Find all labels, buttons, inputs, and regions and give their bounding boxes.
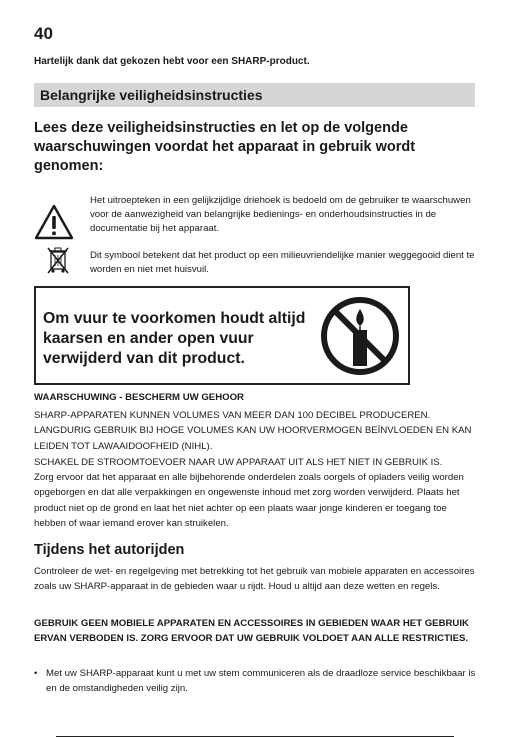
crossed-bin-icon [46, 245, 70, 280]
section-title: Belangrijke veiligheidsinstructies [34, 83, 475, 107]
candle-warning-box [34, 286, 410, 385]
lead-heading: Lees deze veiligheidsinstructies en let op de volgende waarschuwingen voordat het apparaat in gebruik wordt genomen: [34, 120, 416, 174]
page-number: 40 [34, 24, 53, 43]
symbol-text-weee: Dit symbool betekent dat het product op een milieuvriendelijke manier weggegooid dient te worden en niet met huisvuil. [90, 250, 475, 275]
driving-heading: Tijdens het autorijden [34, 542, 185, 558]
driving-text: Controleer de wet- en regelgeving met betrekking tot het gebruik van mobiele apparaten en accessoires zoals uw SHARP-apparaat in de gebieden waar u rijdt. Houd u altijd aan deze wetten en regels. [34, 566, 475, 593]
candle-warning-text: Om vuur te voorkomen houdt altijd kaarsen en ander open vuur verwijderd van dit product. [43, 310, 306, 367]
packaging-text: Zorg ervoor dat het apparaat en alle bijbehorende onderdelen zoals oorgels of opladers veilig worden opgeborgen en dat alle verpakkingen en ongewenste inhoud met zorg worden verwijderd. Plaats het product niet op de grond en laat het niet achter op een plaats waar jonge kinderen er toegang toe hebben of waar iemand erover kan struikelen. [34, 472, 464, 530]
hearing-warning-title: WAARSCHUWING - BESCHERM UW GEHOOR [34, 392, 244, 403]
no-open-flame-icon [319, 295, 401, 382]
symbol-text-warning: Het uitroepteken in een gelijkzijdige driehoek is bedoeld om de gebruiker te waarschuwen voor de aanwezigheid van belangrijke bedienings- en onderhoudsinstructies in de documentatie bij het apparaat. [90, 195, 471, 234]
warning-triangle-icon [34, 204, 74, 245]
bullet-icon: • [34, 668, 38, 679]
driving-restriction-text: GEBRUIK GEEN MOBIELE APPARATEN EN ACCESSOIRES IN GEBIEDEN WAAR HET GEBRUIK ERVAN VERBODEN IS. ZORG ERVOOR DAT UW GEBRUIK VOLDOET AAN ALLE RESTRICTIES. [34, 618, 469, 645]
power-off-text: SCHAKEL DE STROOMTOEVOER NAAR UW APPARAAT UIT ALS HET NIET IN GEBRUIK IS. [34, 457, 443, 468]
thanks-line: Hartelijk dank dat gekozen hebt voor een SHARP-product. [34, 56, 310, 67]
list-item-text: Met uw SHARP-apparaat kunt u met uw stem communiceren als de draadloze service beschikbaar is en de omstandigheden veilig zijn. [46, 668, 476, 695]
hearing-warning-text: SHARP-APPARATEN KUNNEN VOLUMES VAN MEER DAN 100 DECIBEL PRODUCEREN. LANGDURIG GEBRUIK BIJ HOGE VOLUMES KAN UW HOORVERMOGEN BEÏNVLOEDEN EN KAN LEIDEN TOT LAWAAIDOOFHEID (NIHL). [34, 410, 472, 452]
